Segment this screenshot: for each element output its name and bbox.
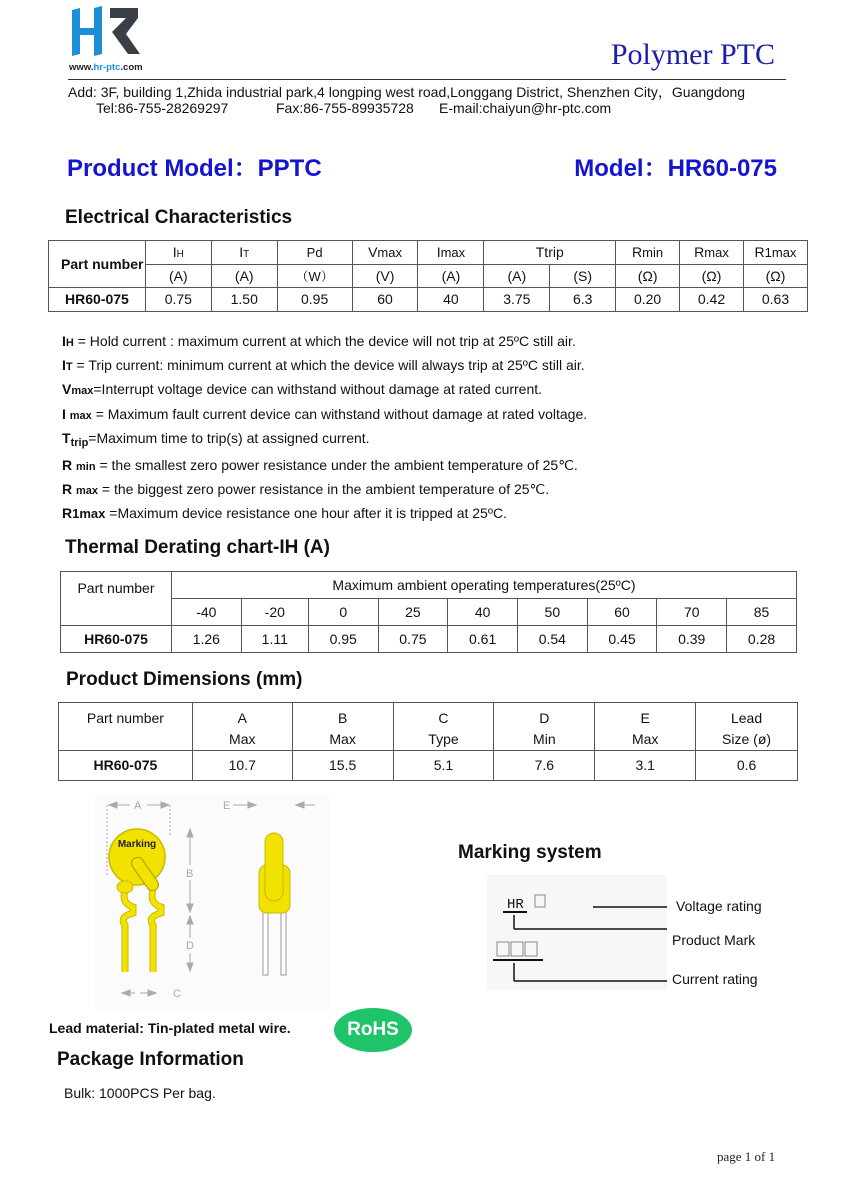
- model-number-title: Model：HR60-075: [574, 155, 777, 182]
- svg-text:E: E: [223, 800, 231, 812]
- vmax-value: 60: [352, 288, 418, 312]
- value-cell: 0.75: [378, 626, 448, 653]
- r1max-unit: (Ω): [743, 264, 807, 288]
- svg-text:C: C: [173, 988, 181, 1000]
- value-cell: 10.7: [192, 751, 292, 781]
- definition-ih: IH = Hold current : maximum current at which the device will not trip at 25ºC still air.: [62, 333, 576, 349]
- product-mark-label: Product Mark: [672, 932, 756, 948]
- value-cell: 3.1: [595, 751, 696, 781]
- part-number-cell: HR60-075: [59, 751, 193, 781]
- value-cell: 0.95: [308, 626, 378, 653]
- value-cell: 5.1: [393, 751, 494, 781]
- url-domain: hr-ptc: [93, 62, 121, 73]
- pd-value: 0.95: [277, 288, 352, 312]
- definitions-list: [62, 330, 587, 526]
- marking-system-title: Marking system: [458, 842, 602, 863]
- thermal-derating-title: Thermal Derating chart-IH (A): [65, 537, 330, 558]
- part-number-header: Part number: [49, 241, 146, 288]
- temp-cell: 50: [517, 599, 587, 626]
- logo-website[interactable]: [69, 62, 143, 73]
- imax-unit: (A): [418, 264, 484, 288]
- url-suffix: .com: [120, 62, 143, 73]
- temperatures-header: Maximum ambient operating temperatures(25ºC): [172, 572, 797, 599]
- svg-text:HR: HR: [507, 897, 524, 913]
- svg-text:Marking: Marking: [117, 839, 157, 850]
- it-value: 1.50: [211, 288, 277, 312]
- rohs-badge: RoHS: [334, 1008, 412, 1052]
- table-row: [59, 751, 798, 781]
- electrical-characteristics-table: [48, 240, 808, 312]
- ih-header: IH: [145, 241, 211, 265]
- value-cell: 7.6: [494, 751, 595, 781]
- ih-unit: (A): [145, 264, 211, 288]
- lead-material-note: Lead material: Tin-plated metal wire.: [49, 1020, 291, 1036]
- definition-rmax: R max = the biggest zero power resistance in the ambient temperature of 25℃.: [62, 481, 550, 498]
- r1max-header: R1max: [743, 241, 807, 265]
- value-cell: 0.6: [696, 751, 798, 781]
- product-dimensions-table: [58, 702, 798, 781]
- header-divider: [68, 79, 786, 80]
- part-number-cell: HR60-075: [49, 288, 146, 312]
- package-information-text: Bulk: 1000PCS Per bag.: [64, 1085, 216, 1101]
- rmin-value: 0.20: [616, 288, 680, 312]
- definition-vmax: Vmax=Interrupt voltage device can withstand without damage at rated current.: [62, 381, 543, 398]
- temp-cell: -40: [172, 599, 242, 626]
- voltage-rating-label: Voltage rating: [676, 898, 762, 914]
- brand-title: Polymer PTC: [610, 38, 775, 71]
- header-row: [59, 703, 798, 751]
- temperature-row: [61, 599, 797, 626]
- package-information-title: Package Information: [57, 1049, 244, 1070]
- marking-code-diagram: [487, 875, 667, 990]
- pd-unit: （W）: [277, 264, 352, 288]
- ttrip-s-unit: (S): [550, 264, 616, 288]
- header-row-1: [49, 241, 808, 265]
- value-cell: 0.54: [517, 626, 587, 653]
- rmax-header: Rmax: [680, 241, 744, 265]
- page-number: page 1 of 1: [717, 1149, 776, 1164]
- imax-header: Imax: [418, 241, 484, 265]
- dim-header-a: A Max: [192, 703, 292, 751]
- value-cell: 0.45: [587, 626, 657, 653]
- definition-rmin: R min = the smallest zero power resistance under the ambient temperature of 25℃.: [62, 457, 578, 474]
- value-cell: 0.61: [448, 626, 518, 653]
- definition-ttrip: $T_{trip}=Maximum$ time to trip(s) at assigned current.: [62, 429, 370, 449]
- ttrip-a-value: 3.75: [484, 288, 550, 312]
- temp-cell: 40: [448, 599, 518, 626]
- dim-header-e: E Max: [595, 703, 696, 751]
- it-unit: (A): [211, 264, 277, 288]
- svg-text:D: D: [186, 940, 194, 952]
- rmax-value: 0.42: [680, 288, 744, 312]
- temp-cell: -20: [241, 599, 308, 626]
- value-cell: 1.11: [241, 626, 308, 653]
- rmin-header: Rmin: [616, 241, 680, 265]
- thermal-derating-table: [60, 571, 797, 653]
- it-header: IT: [211, 241, 277, 265]
- dim-header-d: D Min: [494, 703, 595, 751]
- vmax-header: Vmax: [352, 241, 418, 265]
- fax-text: Fax:86-755-89935728: [276, 100, 414, 116]
- svg-text:B: B: [186, 868, 194, 880]
- company-address: Add: 3F, building 1,Zhida industrial park,4 longping west road,Longgang District, Shenzhen City，Guangdong: [68, 84, 746, 100]
- product-dimensions-title: Product Dimensions (mm): [66, 669, 303, 690]
- part-number-cell: HR60-075: [61, 626, 172, 653]
- part-number-header: Part number: [61, 572, 172, 626]
- marking-code-icon: [487, 875, 667, 990]
- temp-cell: 70: [657, 599, 727, 626]
- component-dimension-diagram-icon: [95, 795, 330, 1010]
- current-rating-label: Current rating: [672, 971, 758, 987]
- definition-imax: I max = Maximum fault current device can withstand without damage at rated voltage.: [62, 405, 588, 422]
- dim-header-lead: Lead Size (ø): [696, 703, 798, 751]
- temp-cell: 25: [378, 599, 448, 626]
- rmax-unit: (Ω): [680, 264, 744, 288]
- rmin-unit: (Ω): [616, 264, 680, 288]
- value-cell: 0.28: [727, 626, 797, 653]
- value-cell: 0.39: [657, 626, 727, 653]
- header-row: [61, 572, 797, 599]
- r1max-value: 0.63: [743, 288, 807, 312]
- temp-cell: 60: [587, 599, 657, 626]
- temp-cell: 0: [308, 599, 378, 626]
- part-number-header: Part number: [59, 703, 193, 751]
- definition-it: IT = Trip current: minimum current at which the device will always trip at 25ºC still air.: [62, 357, 585, 374]
- table-row: [49, 288, 808, 312]
- value-cell: 1.26: [172, 626, 242, 653]
- temp-cell: 85: [727, 599, 797, 626]
- product-model-title: Product Model：PPTC: [67, 155, 322, 182]
- ttrip-header: Ttrip: [484, 241, 616, 265]
- imax-value: 40: [418, 288, 484, 312]
- url-prefix: www.: [69, 62, 94, 73]
- email-link[interactable]: E-mail:chaiyun@hr-ptc.com: [439, 100, 612, 116]
- value-cell: 15.5: [292, 751, 393, 781]
- table-row: [61, 626, 797, 653]
- header-row-units: [49, 264, 808, 288]
- company-logo-icon: [68, 6, 148, 56]
- vmax-unit: (V): [352, 264, 418, 288]
- pd-header: Pd: [277, 241, 352, 265]
- ih-value: 0.75: [145, 288, 211, 312]
- dim-header-c: C Type: [393, 703, 494, 751]
- definition-r1max: R1max =Maximum device resistance one hour after it is tripped at 25ºC.: [62, 505, 507, 522]
- ttrip-a-unit: (A): [484, 264, 550, 288]
- contact-line: [96, 100, 611, 116]
- dim-header-b: B Max: [292, 703, 393, 751]
- tel-text: Tel:86-755-28269297: [96, 100, 229, 116]
- electrical-characteristics-title: Electrical Characteristics: [65, 207, 293, 228]
- ttrip-s-value: 6.3: [550, 288, 616, 312]
- svg-text:A: A: [134, 800, 142, 812]
